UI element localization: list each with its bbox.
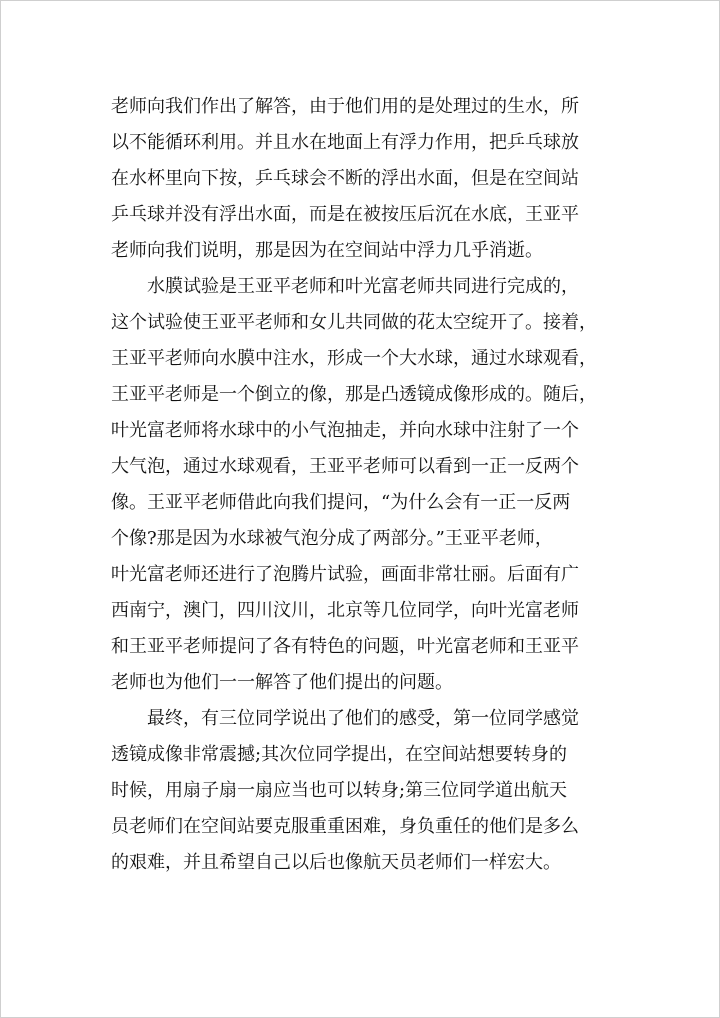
paragraph-3 [111,701,611,881]
text-line: 老师也为他们一一解答了他们提出的问题。 [111,672,453,693]
text-line: 水膜试验是王亚平老师和叶光富老师共同进行完成的， [111,276,579,297]
text-line: 的艰难，并且希望自己以后也像航天员老师们一样宏大。 [111,852,561,873]
text-line: 叶光富老师还进行了泡腾片试验，画面非常壮丽。后面有广 [111,564,579,585]
text-line: 和王亚平老师提问了各有特色的问题，叶光富老师和王亚平 [111,636,579,657]
text-line: 最终，有三位同学说出了他们的感受，第一位同学感觉 [111,708,579,729]
text-line: 透镜成像非常震撼;其次位同学提出，在空间站想要转身的 [111,744,568,765]
text-line: 以不能循环利用。并且水在地面上有浮力作用，把乒乓球放 [111,132,579,153]
text-line: 王亚平老师向水膜中注水，形成一个大水球，通过水球观看， [111,348,597,369]
text-line: 像。王亚平老师借此向我们提问，“为什么会有一正一反两 [111,492,571,513]
paragraph-1 [111,89,611,269]
text-line: 时候，用扇子扇一扇应当也可以转身;第三位同学道出航天 [111,780,568,801]
document-body [111,89,611,881]
text-line: 王亚平老师是一个倒立的像，那是凸透镜成像形成的。随后， [111,384,597,405]
text-line: 老师向我们说明，那是因为在空间站中浮力几乎消逝。 [111,240,543,261]
text-line: 在水杯里向下按，乒乓球会不断的浮出水面，但是在空间站 [111,168,579,189]
paragraph-2 [111,269,611,701]
text-line: 个像?那是因为水球被气泡分成了两部分。”王亚平老师， [111,528,553,549]
text-line: 乒乓球并没有浮出水面，而是在被按压后沉在水底，王亚平 [111,204,579,225]
text-line: 这个试验使王亚平老师和女儿共同做的花太空绽开了。接着， [111,312,597,333]
text-line: 叶光富老师将水球中的小气泡抽走，并向水球中注射了一个 [111,420,579,441]
text-line: 员老师们在空间站要克服重重困难，身负重任的他们是多么 [111,816,579,837]
text-line: 西南宁，澳门，四川汶川，北京等几位同学，向叶光富老师 [111,600,579,621]
text-line: 大气泡，通过水球观看，王亚平老师可以看到一正一反两个 [111,456,579,477]
text-line: 老师向我们作出了解答，由于他们用的是处理过的生水，所 [111,96,579,117]
